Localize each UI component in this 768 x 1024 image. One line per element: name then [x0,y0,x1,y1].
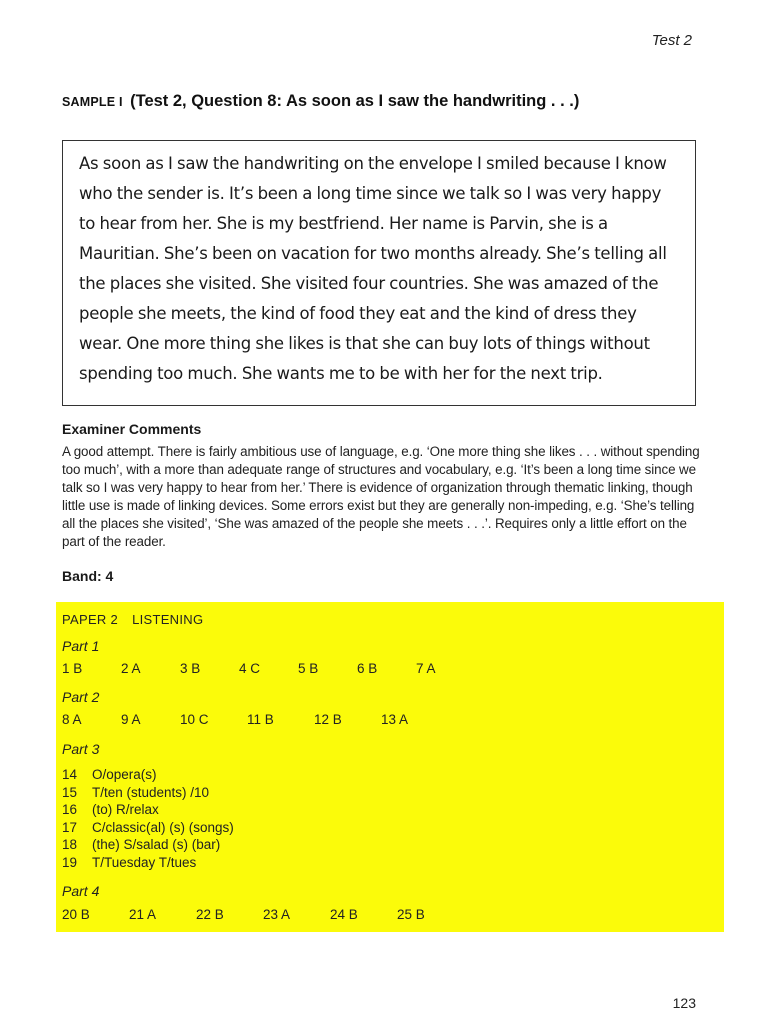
answer-key-panel [56,602,724,932]
section-label: LISTENING [132,612,204,627]
answer-item: 9 A [121,712,141,727]
answer-item: 11 B [247,712,274,727]
answer-item: 20 B [62,907,90,922]
answer-key-title [62,612,203,627]
answer-item: 5 B [298,661,319,676]
band-score: Band: 4 [62,568,114,584]
sample-heading [62,92,712,111]
answer-item: 24 B [330,907,358,922]
part-3-answers [62,767,234,872]
answer-item: 22 B [196,907,224,922]
answer-item: 4 C [239,661,261,676]
paper-label: PAPER 2 [62,612,119,627]
sample-label: SAMPLE I [62,95,123,109]
examiner-comments-text: A good attempt. There is fairly ambitious use of language, e.g. ‘One more thing she likes . . . without spending too much’, with a more than adequate range of structures and vocabulary, e.g. ‘It’s been a long time since we talk so I was very happy to hear from her.’ There is evidence of organization through thematic linking, though little use is made of linking devices. Some errors exist but they are generally non-impeding, e.g. ‘She’s telling all the places she visited’, ‘She was amazed of the people she meets . . .’. Requires only a little effort on the part of the reader. [62,444,700,549]
answer-item: 8 A [62,712,82,727]
answer-item: 13 A [381,712,409,727]
part-1-label: Part 1 [62,638,100,654]
list-item: 19 T/Tuesday T/tues [62,854,197,870]
answer-item: 2 A [121,661,141,676]
answer-item: 10 C [180,712,209,727]
part-2-label: Part 2 [62,689,100,705]
answer-item: 23 A [263,907,291,922]
list-item: 18 (the) S/salad (s) (bar) [62,837,221,852]
list-item: 15 T/ten (students) /10 [62,784,210,800]
handwritten-answer: As soon as I saw the handwriting on the envelope I smiled because I know who the sender is. It’s been a long time since we talk so I was very happy to hear from her. She is my bestfriend. Her name is Parvin, she is a Mauritian. She’s been on vacation for two months already. She’s telling all the places she visited. She visited four countries. She was amazed of the people she meets, the kind of food they eat and the kind of dress they wear. One more thing she likes is that she can buy lots of things without spending too much. She wants me to be with her for the next trip. [79,154,667,383]
answer-item: 6 B [357,661,378,676]
list-item: 17 C/classic(al) (s) (songs) [62,819,234,835]
part-3-label: Part 3 [62,741,100,757]
examiner-comments-title: Examiner Comments [62,421,202,437]
list-item: 16 (to) R/relax [62,802,159,817]
running-head: Test 2 [651,32,692,49]
answer-item: 7 A [416,661,436,676]
answer-item: 3 B [180,661,201,676]
list-item: 14 O/opera(s) [62,767,157,782]
sample-question: (Test 2, Question 8: As soon as I saw the handwriting . . .) [130,92,580,110]
page-number: 123 [672,995,696,1011]
part-4-label: Part 4 [62,883,100,899]
answer-item: 25 B [397,907,425,922]
answer-item: 21 A [129,907,157,922]
answer-item: 12 B [314,712,342,727]
answer-item: 1 B [62,661,83,676]
sample-answer-box [62,140,696,406]
